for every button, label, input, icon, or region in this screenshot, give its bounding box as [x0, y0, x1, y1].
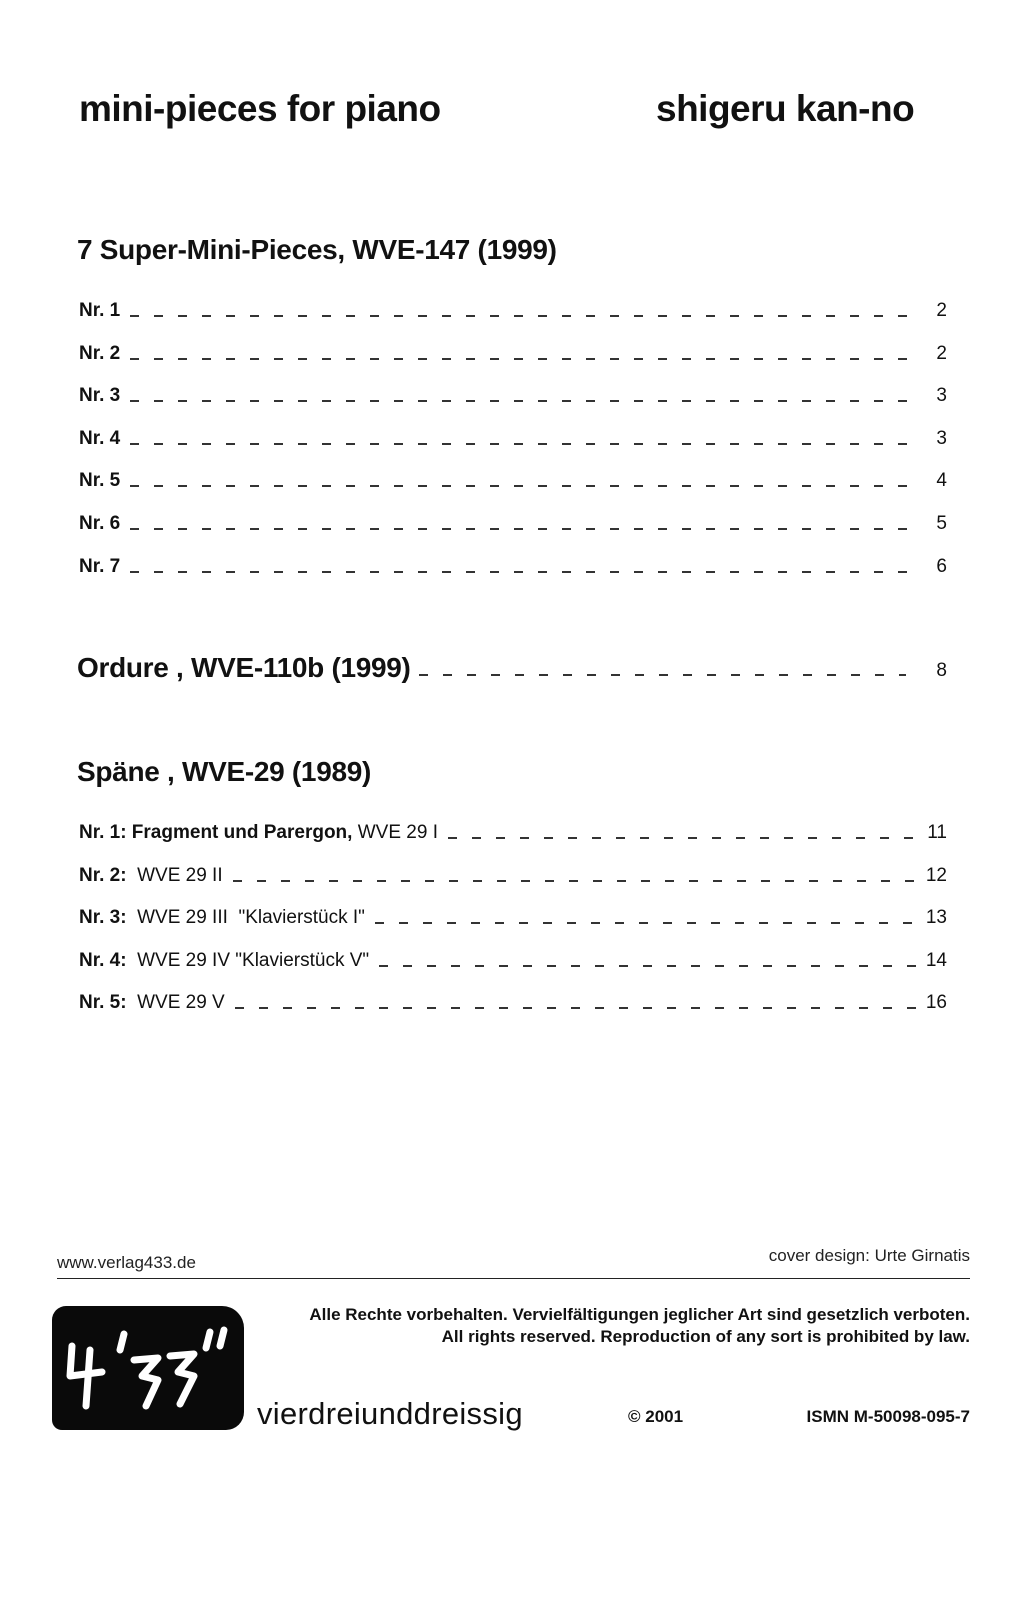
toc-entry[interactable] — [79, 422, 947, 450]
toc-entry-page: 12 — [925, 865, 947, 886]
toc-entry-label: Nr. 5 — [79, 470, 121, 491]
dot-leader — [375, 922, 918, 924]
toc-entry-page: 11 — [927, 822, 947, 843]
ismn-number: ISMN M-50098-095-7 — [806, 1407, 970, 1426]
dot-leader — [130, 358, 919, 360]
toc-entry-detail: WVE 29 III "Klavierstück I" — [126, 907, 365, 928]
toc-entry-page: 3 — [936, 428, 947, 449]
toc-entry-page: 14 — [925, 950, 947, 971]
toc-entry[interactable] — [79, 550, 947, 578]
toc-entry[interactable] — [79, 337, 947, 365]
section-title-spaene: Späne , WVE-29 (1989) — [77, 756, 372, 787]
dot-leader — [130, 315, 919, 317]
toc-entry-page: 8 — [936, 660, 947, 681]
dot-leader — [379, 965, 918, 967]
toc-entry-label: Nr. 5: — [79, 992, 127, 1013]
toc-entry[interactable] — [79, 816, 947, 844]
toc-entry-label: Nr. 3 — [79, 385, 121, 406]
toc-entry-detail: WVE 29 II — [126, 865, 223, 886]
dot-leader — [448, 837, 919, 839]
toc-entry-label: Nr. 4 — [79, 428, 121, 449]
dot-leader — [233, 880, 918, 882]
toc-entry[interactable] — [79, 944, 947, 972]
toc-entry-page: 13 — [925, 907, 947, 928]
document-title: mini-pieces for piano — [79, 88, 441, 129]
toc-entry-page: 16 — [925, 992, 947, 1013]
toc-entry-page: 2 — [936, 300, 947, 321]
dot-leader — [235, 1007, 918, 1009]
cover-design-credit: cover design: Urte Girnatis — [768, 1246, 970, 1265]
toc-entry-label: Nr. 2 — [79, 343, 121, 364]
toc-entry[interactable] — [79, 294, 947, 322]
toc-entry[interactable] — [79, 507, 947, 535]
toc-entry-page: 2 — [936, 343, 947, 364]
toc-entry-label: Nr. 3: — [79, 907, 127, 928]
toc-entry-label: Nr. 4: — [79, 950, 127, 971]
toc-entry-page: 4 — [936, 470, 947, 491]
toc-entry-label: Nr. 7 — [79, 556, 121, 577]
website-link[interactable]: www.verlag433.de — [57, 1253, 196, 1272]
dot-leader — [130, 485, 919, 487]
toc-entry-title: Fragment und Parergon, — [126, 822, 353, 843]
toc-entry-label: Nr. 2: — [79, 865, 127, 886]
toc-entry-page: 6 — [936, 556, 947, 577]
composer-name: shigeru kan-no — [656, 88, 915, 129]
rights-notice-de: Alle Rechte vorbehalten. Vervielfältigungen jeglicher Art sind gesetzlich verboten. — [309, 1305, 970, 1324]
toc-entry-label: Nr. 6 — [79, 513, 121, 534]
toc-entry[interactable] — [79, 986, 947, 1014]
toc-entry[interactable] — [79, 859, 947, 887]
publisher-name: vierdreiunddreissig — [257, 1396, 523, 1431]
dot-leader — [130, 571, 919, 573]
section-title-ordure: Ordure , WVE-110b (1999) — [77, 652, 411, 683]
toc-entry-detail: WVE 29 I — [352, 822, 438, 843]
rights-notice-en: All rights reserved. Reproduction of any sort is prohibited by law. — [441, 1327, 970, 1346]
toc-entry-ordure[interactable] — [77, 648, 947, 684]
copyright-year: © 2001 — [628, 1407, 684, 1426]
toc-entry[interactable] — [79, 464, 947, 492]
toc-entry-page: 3 — [936, 385, 947, 406]
dot-leader — [130, 443, 919, 445]
toc-entry-detail: WVE 29 IV "Klavierstück V" — [126, 950, 370, 971]
dot-leader — [130, 400, 919, 402]
footer-divider — [57, 1278, 970, 1279]
dot-leader — [419, 674, 907, 676]
toc-entry-label: Nr. 1: — [79, 822, 127, 843]
toc-entry-page: 5 — [936, 513, 947, 534]
toc-entry[interactable] — [79, 379, 947, 407]
dot-leader — [130, 528, 919, 530]
toc-entry-detail: WVE 29 V — [126, 992, 225, 1013]
toc-entry-label: Nr. 1 — [79, 300, 121, 321]
section-title-super-mini-pieces: 7 Super-Mini-Pieces, WVE-147 (1999) — [77, 234, 557, 265]
toc-entry[interactable] — [79, 901, 947, 929]
